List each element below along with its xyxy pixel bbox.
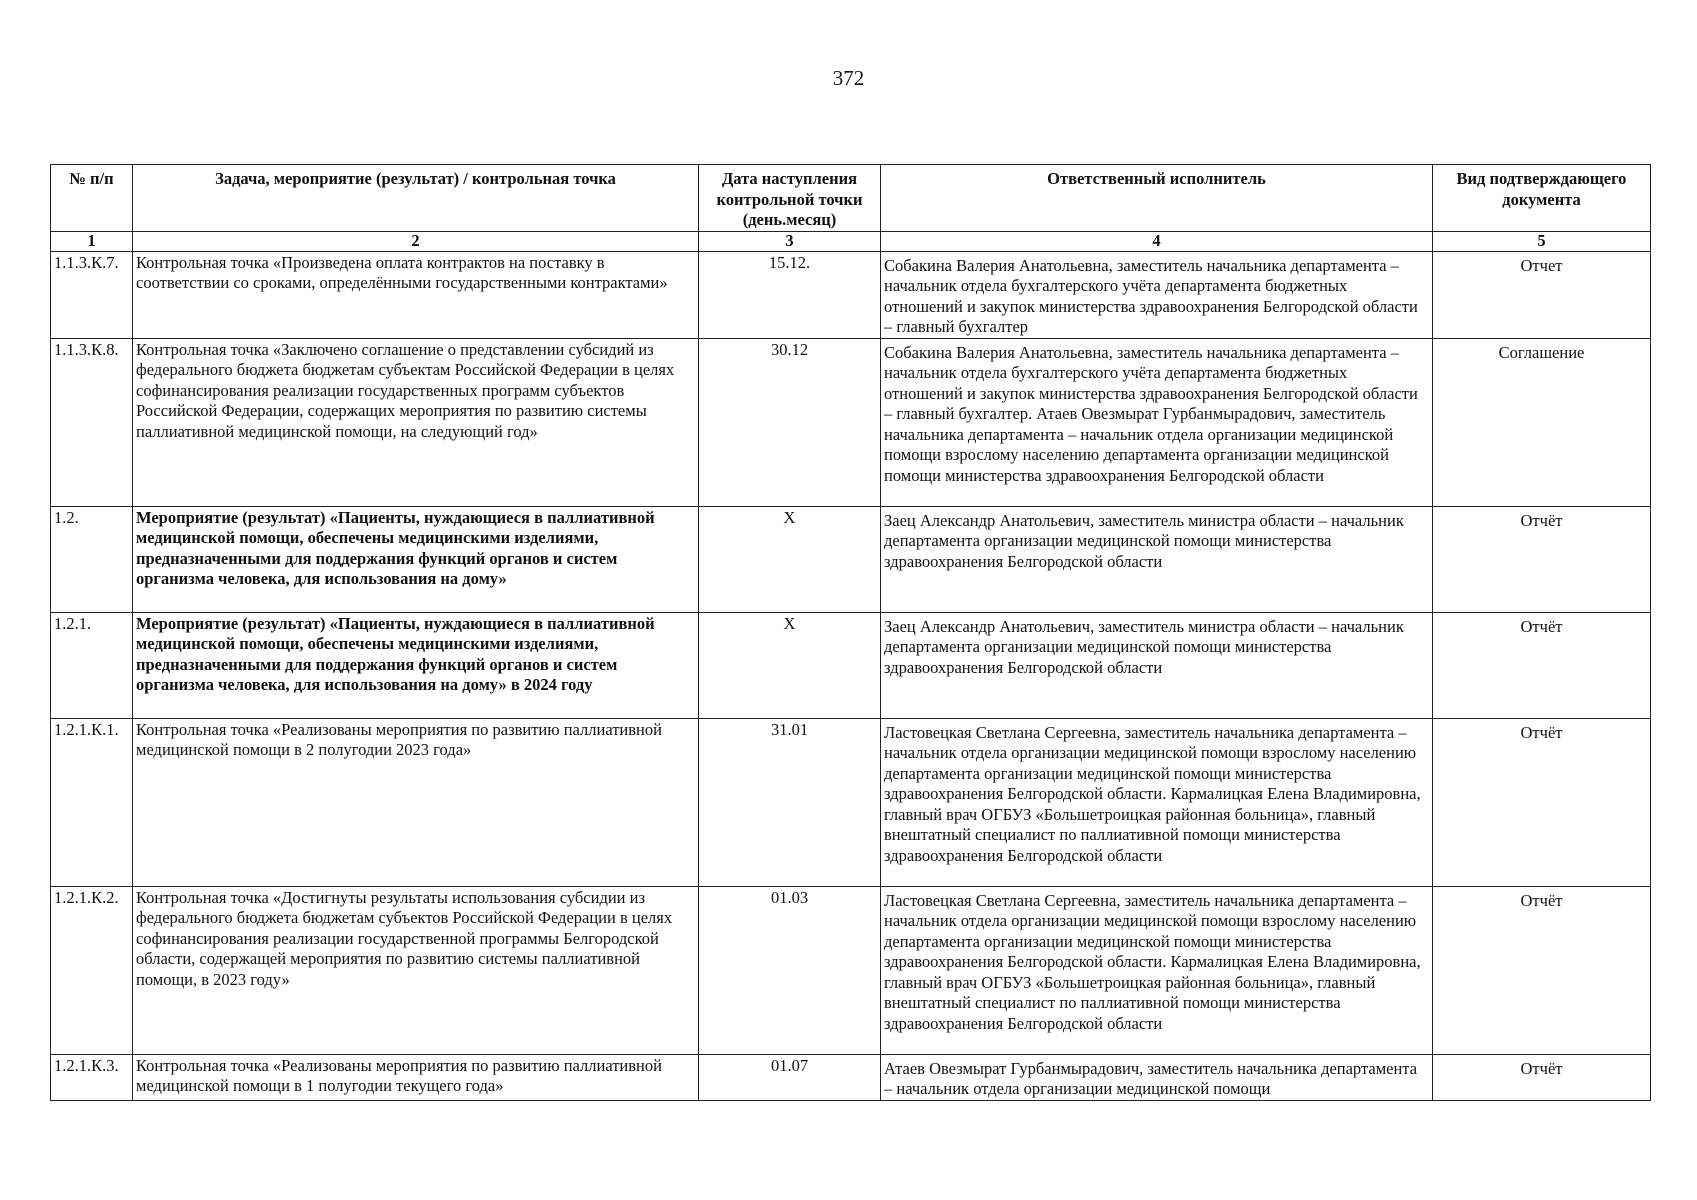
row-task: Контрольная точка «Произведена оплата контрактов на поставку в соответствии со сроками, определёнными государственными контрактами»	[133, 251, 699, 338]
header-num: № п/п	[51, 165, 133, 232]
row-date: 01.03	[699, 886, 881, 1054]
row-responsible: Атаев Овезмырат Гурбанмырадович, заместитель начальника департамента – начальник отдела организации медицинской помощи	[881, 1054, 1433, 1100]
row-responsible: Заец Александр Анатольевич, заместитель министра области – начальник департамента организации медицинской помощи министерства здравоохранения Белгородской области	[881, 612, 1433, 718]
header-task: Задача, мероприятие (результат) / контрольная точка	[133, 165, 699, 232]
header-date: Дата наступления контрольной точки (день.месяц)	[699, 165, 881, 232]
header-responsible: Ответственный исполнитель	[881, 165, 1433, 232]
column-number: 4	[881, 231, 1433, 251]
row-number: 1.1.3.К.7.	[51, 251, 133, 338]
row-number: 1.2.1.К.2.	[51, 886, 133, 1054]
row-responsible: Заец Александр Анатольевич, заместитель министра области – начальник департамента организации медицинской помощи министерства здравоохранения Белгородской области	[881, 506, 1433, 612]
row-number: 1.2.1.К.3.	[51, 1054, 133, 1100]
row-task: Мероприятие (результат) «Пациенты, нуждающиеся в паллиативной медицинской помощи, обеспечены медицинскими изделиями, предназначенными для поддержания функций органов и систем организма человека, для использования на дому»	[133, 506, 699, 612]
row-task: Контрольная точка «Реализованы мероприятия по развитию паллиативной медицинской помощи в 2 полугодии 2023 года»	[133, 718, 699, 886]
row-responsible: Ластовецкая Светлана Сергеевна, заместитель начальника департамента – начальник отдела организации медицинской помощи взрослому населению департамента организации медицинской помощи министерства здравоохранения Белгородской области. Кармалицкая Елена Владимировна, главный врач ОГБУЗ «Большетроицкая районная больница», главный внештатный специалист по паллиативной помощи министерства здравоохранения Белгородской области	[881, 886, 1433, 1054]
column-numbers-row	[51, 231, 1651, 251]
row-date: Х	[699, 506, 881, 612]
header-row	[51, 165, 1651, 232]
column-number: 1	[51, 231, 133, 251]
row-number: 1.1.3.К.8.	[51, 338, 133, 506]
table-row	[51, 1054, 1651, 1100]
row-document: Отчёт	[1433, 612, 1651, 718]
row-date: Х	[699, 612, 881, 718]
column-number: 2	[133, 231, 699, 251]
row-document: Отчет	[1433, 251, 1651, 338]
row-number: 1.2.1.	[51, 612, 133, 718]
row-task: Контрольная точка «Достигнуты результаты использования субсидии из федерального бюджета бюджетам субъектов Российской Федерации в целях софинансирования реализации государственной программы Белгородской области, содержащей мероприятия по развитию системы паллиативной помощи, в 2023 году»	[133, 886, 699, 1054]
table-row	[51, 886, 1651, 1054]
row-date: 01.07	[699, 1054, 881, 1100]
row-document: Соглашение	[1433, 338, 1651, 506]
row-responsible: Собакина Валерия Анатольевна, заместитель начальника департамента – начальник отдела бухгалтерского учёта департамента бюджетных отношений и закупок министерства здравоохранения Белгородской области – главный бухгалтер. Атаев Овезмырат Гурбанмырадович, заместитель начальника департамента – начальник отдела организации медицинской помощи взрослому населению департамента организации медицинской помощи министерства здравоохранения Белгородской области	[881, 338, 1433, 506]
row-document: Отчёт	[1433, 506, 1651, 612]
row-number: 1.2.1.К.1.	[51, 718, 133, 886]
row-number: 1.2.	[51, 506, 133, 612]
table-row	[51, 506, 1651, 612]
control-points-table	[50, 164, 1651, 1101]
row-date: 31.01	[699, 718, 881, 886]
row-date: 30.12	[699, 338, 881, 506]
row-document: Отчёт	[1433, 886, 1651, 1054]
row-document: Отчёт	[1433, 718, 1651, 886]
table-row	[51, 612, 1651, 718]
table-row	[51, 338, 1651, 506]
row-task: Контрольная точка «Заключено соглашение о представлении субсидий из федерального бюджета бюджетам субъектам Российской Федерации в целях софинансирования реализации государственных программ субъектов Российской Федерации, содержащих мероприятия по развитию системы паллиативной медицинской помощи, на следующий год»	[133, 338, 699, 506]
row-task: Контрольная точка «Реализованы мероприятия по развитию паллиативной медицинской помощи в 1 полугодии текущего года»	[133, 1054, 699, 1100]
row-document: Отчёт	[1433, 1054, 1651, 1100]
page-number: 372	[832, 66, 865, 90]
table-row	[51, 718, 1651, 886]
row-responsible: Ластовецкая Светлана Сергеевна, заместитель начальника департамента – начальник отдела организации медицинской помощи взрослому населению департамента организации медицинской помощи министерства здравоохранения Белгородской области. Кармалицкая Елена Владимировна, главный врач ОГБУЗ «Большетроицкая районная больница», главный внештатный специалист по паллиативной помощи министерства здравоохранения Белгородской области	[881, 718, 1433, 886]
column-number: 3	[699, 231, 881, 251]
row-responsible: Собакина Валерия Анатольевна, заместитель начальника департамента – начальник отдела бухгалтерского учёта департамента бюджетных отношений и закупок министерства здравоохранения Белгородской области – главный бухгалтер	[881, 251, 1433, 338]
row-task: Мероприятие (результат) «Пациенты, нуждающиеся в паллиативной медицинской помощи, обеспечены медицинскими изделиями, предназначенными для поддержания функций органов и систем организма человека, для использования на дому» в 2024 году	[133, 612, 699, 718]
column-number: 5	[1433, 231, 1651, 251]
table-row	[51, 251, 1651, 338]
header-document: Вид подтверждающего документа	[1433, 165, 1651, 232]
row-date: 15.12.	[699, 251, 881, 338]
